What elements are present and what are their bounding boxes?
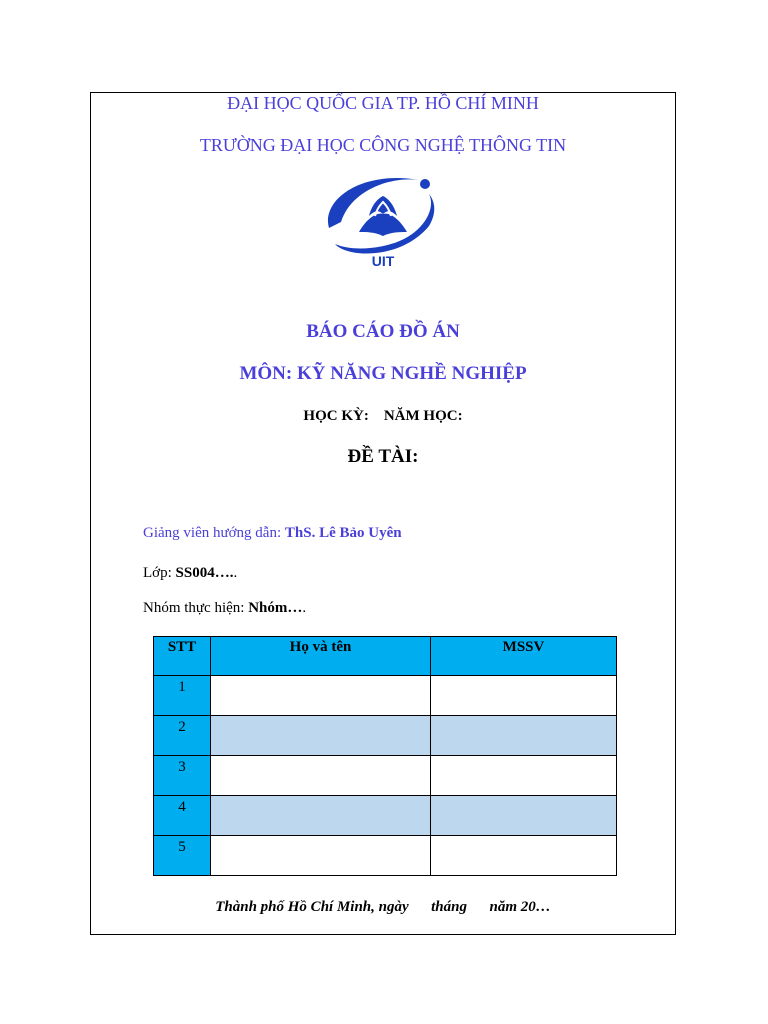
class-suffix: . [233,565,238,581]
class-label: Lớp: [143,565,176,581]
logo-text: UIT [371,253,395,269]
subject-title: MÔN: KỸ NĂNG NGHỀ NGHIỆP [239,363,527,384]
member-table [153,636,617,876]
advisor-name: ThS. Lê Bảo Uyên [284,525,402,541]
row-name-cell[interactable] [211,796,431,836]
logo-book-left [359,214,383,236]
row-mssv-cell[interactable] [431,836,617,876]
group-suffix: . [302,600,307,616]
semester-line [91,408,675,425]
row-mssv-cell[interactable] [431,796,617,836]
row-name-cell[interactable] [211,716,431,756]
semester-label: HỌC KỲ: [303,408,369,424]
row-name-cell[interactable] [211,756,431,796]
row-stt: 5 [154,836,211,876]
row-name-cell[interactable] [211,676,431,716]
class-value: SS004…. [175,565,234,581]
group-label: Nhóm thực hiện: [143,600,249,616]
university-name: ĐẠI HỌC QUỐC GIA TP. HỒ CHÍ MINH [227,93,539,113]
group-line [143,600,306,617]
row-stt: 3 [154,756,211,796]
row-stt: 2 [154,716,211,756]
logo-orbit-dot [420,179,430,189]
table-row [154,836,617,876]
row-mssv-cell[interactable] [431,676,617,716]
logo-book-right [383,214,407,236]
table-row [154,676,617,716]
report-title: BÁO CÁO ĐỒ ÁN [306,321,460,342]
header-mssv: MSSV [431,637,617,676]
row-stt: 1 [154,676,211,716]
table-row [154,716,617,756]
table-row [154,756,617,796]
cover-page-frame [90,92,676,935]
row-name-cell[interactable] [211,836,431,876]
row-mssv-cell[interactable] [431,716,617,756]
row-stt: 4 [154,796,211,836]
group-value: Nhóm… [248,600,303,616]
topic-label: ĐỀ TÀI: [347,446,419,467]
advisor-line [143,525,402,542]
advisor-label: Giảng viên hướng dẫn: [143,525,285,541]
header-stt: STT [154,637,211,676]
table-row [154,796,617,836]
header-name: Họ và tên [211,637,431,676]
logo-lotus [369,196,397,216]
city-date-line: Thành phố Hồ Chí Minh, ngày tháng năm 20… [215,899,551,915]
year-label: NĂM HỌC: [383,408,463,424]
uit-logo [321,170,445,270]
class-line [143,565,237,582]
school-name: TRƯỜNG ĐẠI HỌC CÔNG NGHỆ THÔNG TIN [199,135,567,155]
row-mssv-cell[interactable] [431,756,617,796]
table-header-row [154,637,617,676]
